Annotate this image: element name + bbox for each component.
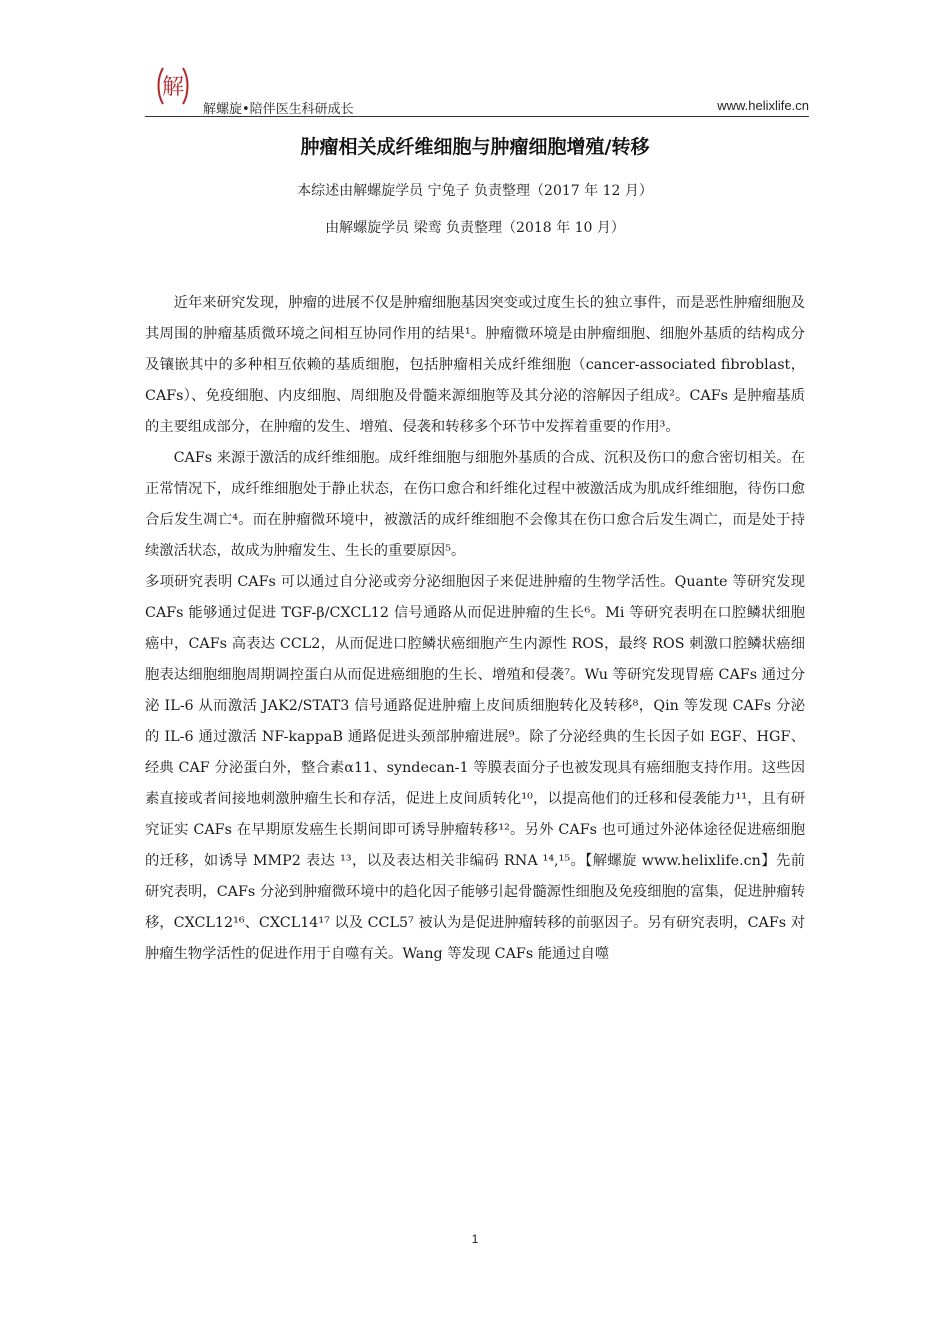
header-rule: [145, 116, 809, 117]
byline-2: 由解螺旋学员 梁鸾 负责整理（2018 年 10 月）: [325, 220, 625, 236]
helixlife-logo: [155, 64, 191, 108]
page-header: [145, 62, 809, 118]
document-title: 肿瘤相关成纤维细胞与肿瘤细胞增殖/转移: [300, 136, 650, 158]
paragraph-2: CAFs 来源于激活的成纤维细胞。成纤维细胞与细胞外基质的合成、沉积及伤口的愈合密切相关。在正常情况下，成纤维细胞处于静止状态，在伤口愈合和纤维化过程中被激活成为肌成纤维细胞，待伤口愈合后发生凋亡⁴。而在肿瘤微环境中，被激活的成纤维细胞不会像其在伤口愈合后发生凋亡，而是处于持续激活状态，故成为肿瘤发生、生长的重要原因⁵。: [145, 450, 805, 559]
article-body: [145, 288, 805, 970]
logo-char: 解: [161, 75, 185, 100]
brand-tagline: 解螺旋•陪伴医生科研成长: [203, 102, 354, 117]
page-number: 1: [471, 1232, 479, 1246]
paragraph-3: 多项研究表明 CAFs 可以通过自分泌或旁分泌细胞因子来促进肿瘤的生物学活性。Quante 等研究发现 CAFs 能够通过促进 TGF-β/CXCL12 信号通路从而促进肿瘤的生长⁶。Mi 等研究表明在口腔鳞状细胞癌中，CAFs 高表达 CCL2，从而促进口腔鳞状癌细胞产生内源性 ROS，最终 ROS 刺激口腔鳞状癌细胞表达细胞细胞周期调控蛋白从而促进癌细胞的生长、增殖和侵袭⁷。Wu 等研究发现胃癌 CAFs 通过分泌 IL-6 从而激活 JAK2/STAT3 信号通路促进肿瘤上皮间质细胞转化及转移⁸，Qin 等发现 CAFs 分泌的 IL-6 通过激活 NF-kappaB 通路促进头颈部肿瘤进展⁹。除了分泌经典的生长因子如 EGF、HGF、经典 CAF 分泌蛋白外，整合素α11、syndecan-1 等膜表面分子也被发现具有癌细胞支持作用。这些因素直接或者间接地刺激肿瘤生长和存活，促进上皮间质转化¹⁰，以提高他们的迁移和侵袭能力¹¹，且有研究证实 CAFs 在早期原发癌生长期间即可诱导肿瘤转移¹²。另外 CAFs 也可通过外泌体途径促进癌细胞的迁移，如诱导 MMP2 表达 ¹³，以及表达相关非编码 RNA ¹⁴,¹⁵。【解螺旋 www.helixlife.cn】先前研究表明，CAFs 分泌到肿瘤微环境中的趋化因子能够引起骨髓源性细胞及免疫细胞的富集，促进肿瘤转移，CXCL12¹⁶、CXCL14¹⁷ 以及 CCL5⁷ 被认为是促进肿瘤转移的前驱因子。另有研究表明，CAFs 对肿瘤生物学活性的促进作用于自噬有关。Wang 等发现 CAFs 能通过自噬: [145, 574, 805, 962]
byline-1: 本综述由解螺旋学员 宁兔子 负责整理（2017 年 12 月）: [297, 183, 653, 199]
site-url[interactable]: www.helixlife.cn: [717, 98, 809, 113]
paragraph-1: 近年来研究发现，肿瘤的进展不仅是肿瘤细胞基因突变或过度生长的独立事件，而是恶性肿瘤细胞及其周围的肿瘤基质微环境之间相互协同作用的结果¹。肿瘤微环境是由肿瘤细胞、细胞外基质的结构成分及镶嵌其中的多种相互依赖的基质细胞，包括肿瘤相关成纤维细胞（cancer-associated fibroblast，CAFs）、免疫细胞、内皮细胞、周细胞及骨髓来源细胞等及其分泌的溶解因子组成²。CAFs 是肿瘤基质的主要组成部分，在肿瘤的发生、增殖、侵袭和转移多个环节中发挥着重要的作用³。: [145, 295, 805, 435]
